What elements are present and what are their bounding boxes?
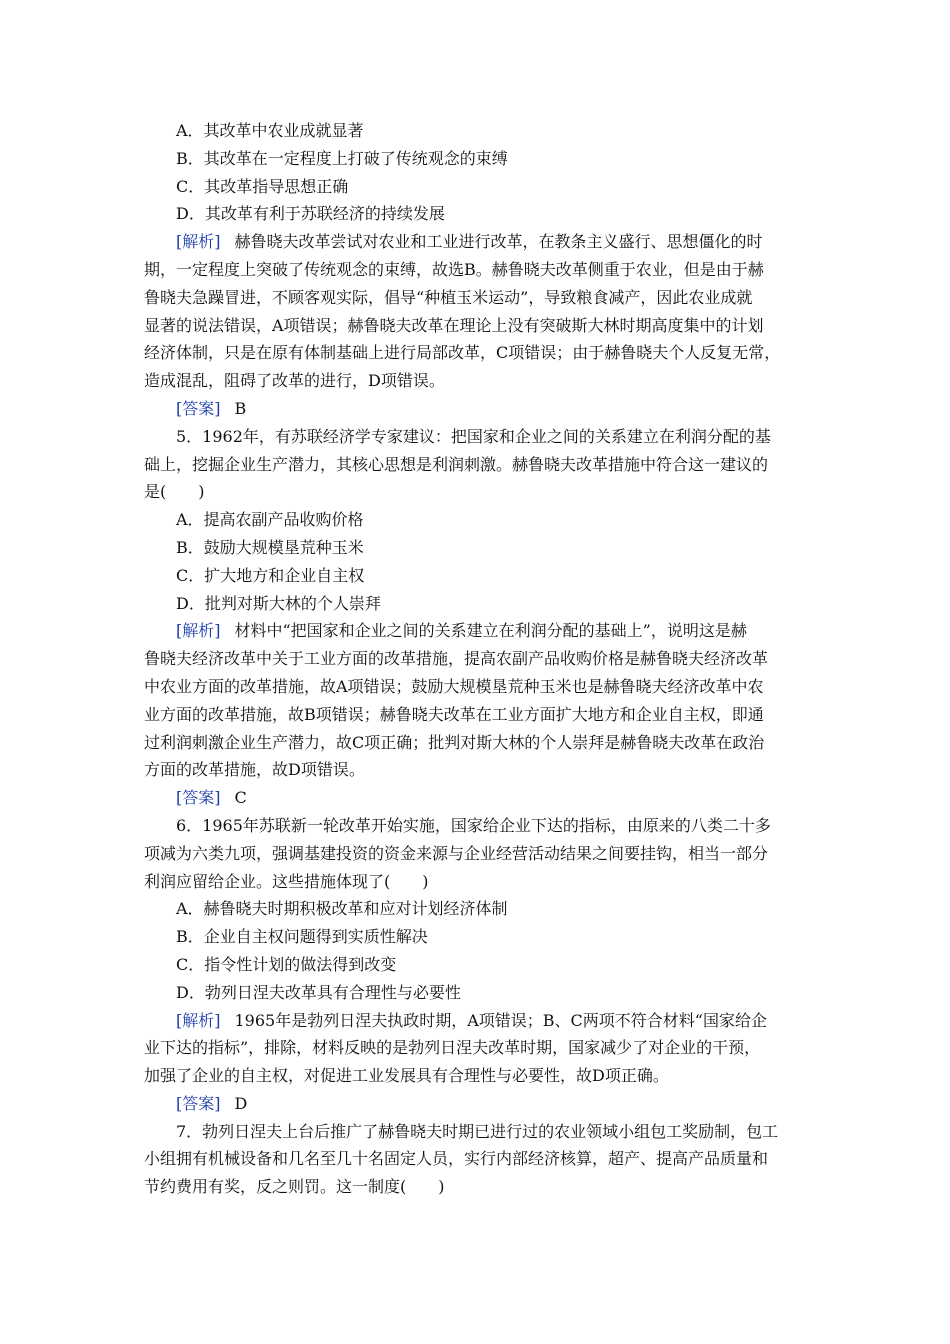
q6-analysis-tag: [解析]	[176, 1010, 221, 1030]
q4-analysis-line	[144, 228, 816, 256]
q5-option-b: B．鼓励大规模垦荒种玉米	[176, 537, 364, 557]
q5-option-d: D．批判对斯大林的个人崇拜	[176, 593, 381, 613]
q5-option-c: C．扩大地方和企业自主权	[176, 565, 365, 585]
q5-answer-line	[144, 784, 816, 812]
q4-option-c: C．其改革指导思想正确	[176, 176, 349, 196]
q4-option-d: D．其改革有利于苏联经济的持续发展	[176, 204, 445, 224]
q4-answer-line	[144, 395, 816, 423]
q4-answer-tag: [答案]	[176, 398, 221, 418]
q6-analysis-text: 1965年是勃列日涅夫执政时期，A项错误；B、C两项不符合材料“国家给企	[234, 1010, 767, 1030]
q4-analysis-line: 期，一定程度上突破了传统观念的束缚，故选B。赫鲁晓夫改革侧重于农业，但是由于赫	[144, 259, 764, 279]
q6-option-a: A．赫鲁晓夫时期积极改革和应对计划经济体制	[176, 899, 508, 919]
q6-analysis-line: 加强了企业的自主权，对促进工业发展具有合理性与必要性，故D项正确。	[144, 1066, 669, 1086]
q6-stem-line: 利润应留给企业。这些措施体现了( )	[144, 871, 429, 891]
q5-analysis-tag: [解析]	[176, 621, 221, 641]
q6-answer-line	[144, 1090, 816, 1118]
q5-analysis-line: 中农业方面的改革措施，故A项错误；鼓励大规模垦荒种玉米也是赫鲁晓夫经济改革中农	[144, 676, 764, 696]
q6-option-b: B．企业自主权问题得到实质性解决	[176, 927, 428, 947]
q5-analysis-line: 方面的改革措施，故D项错误。	[144, 760, 365, 780]
q5-option-a: A．提高农副产品收购价格	[176, 510, 364, 530]
q5-analysis-line	[144, 617, 816, 645]
q4-analysis-line: 鲁晓夫急躁冒进，不顾客观实际，倡导“种植玉米运动”，导致粮食减产，因此农业成就	[144, 287, 753, 307]
q6-analysis-line: 业下达的指标”，排除，材料反映的是勃列日涅夫改革时期，国家减少了对企业的干预，	[144, 1038, 761, 1058]
q4-answer: B	[234, 398, 247, 418]
q4-analysis-text: 赫鲁晓夫改革尝试对农业和工业进行改革，在教条主义盛行、思想僵化的时	[234, 232, 763, 252]
q5-analysis-line: 鲁晓夫经济改革中关于工业方面的改革措施，提高农副产品收购价格是赫鲁晓夫经济改革	[144, 649, 769, 669]
q4-option-a: A．其改革中农业成就显著	[176, 121, 364, 140]
q6-stem-line: 项减为六类九项，强调基建投资的资金来源与企业经营活动结果之间要挂钩，相当一部分	[144, 843, 769, 863]
q6-answer: D	[234, 1093, 248, 1113]
q6-answer-tag: [答案]	[176, 1093, 221, 1113]
q4-analysis-line: 显著的说法错误，A项错误；赫鲁晓夫改革在理论上没有突破斯大林时期高度集中的计划	[144, 315, 764, 335]
q7-stem-line: 小组拥有机械设备和几名至几十名固定人员，实行内部经济核算，超产、提高产品质量和	[144, 1149, 769, 1169]
q4-option-b: B．其改革在一定程度上打破了传统观念的束缚	[176, 148, 508, 168]
question-content	[144, 117, 816, 1201]
q4-analysis-line: 造成混乱，阻碍了改革的进行，D项错误。	[144, 371, 445, 391]
q5-answer: C	[234, 788, 247, 808]
q5-stem-line: 是( )	[144, 482, 205, 502]
q5-analysis-text: 材料中“把国家和企业之间的关系建立在利润分配的基础上”，说明这是赫	[234, 621, 747, 641]
q5-answer-tag: [答案]	[176, 788, 221, 808]
q6-option-c: C．指令性计划的做法得到改变	[176, 954, 397, 974]
q4-analysis-line: 经济体制，只是在原有体制基础上进行局部改革，C项错误；由于赫鲁晓夫个人反复无常，	[144, 343, 781, 363]
q7-stem-line: 7．勃列日涅夫上台后推广了赫鲁晓夫时期已进行过的农业领域小组包工奖励制，包工	[176, 1121, 779, 1141]
q6-option-d: D．勃列日涅夫改革具有合理性与必要性	[176, 982, 461, 1002]
q6-stem-line: 6．1965年苏联新一轮改革开始实施，国家给企业下达的指标，由原来的八类二十多	[176, 815, 771, 835]
q5-analysis-line: 过利润刺激企业生产潜力，故C项正确；批判对斯大林的个人崇拜是赫鲁晓夫改革在政治	[144, 732, 765, 752]
q7-stem-line: 节约费用有奖，反之则罚。这一制度( )	[144, 1177, 445, 1197]
q5-stem-line: 5．1962年，有苏联经济学专家建议：把国家和企业之间的关系建立在利润分配的基	[176, 426, 771, 446]
q5-stem-line: 础上，挖掘企业生产潜力，其核心思想是利润刺激。赫鲁晓夫改革措施中符合这一建议的	[144, 454, 769, 474]
q4-analysis-tag: [解析]	[176, 232, 221, 252]
q6-analysis-line	[144, 1007, 816, 1035]
q5-analysis-line: 业方面的改革措施，故B项错误；赫鲁晓夫改革在工业方面扩大地方和企业自主权，即通	[144, 704, 764, 724]
